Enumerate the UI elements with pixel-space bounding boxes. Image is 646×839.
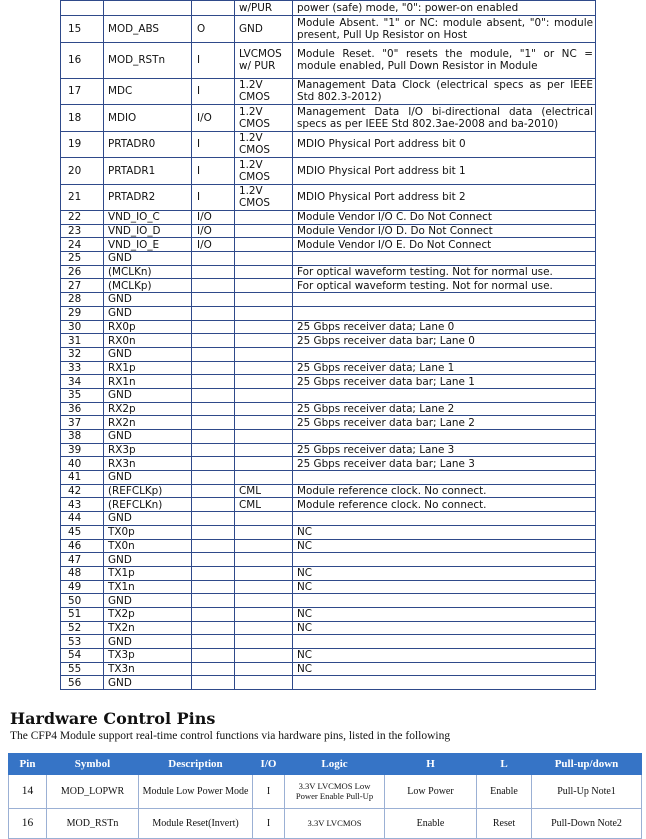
pin-cell-logic — [235, 580, 293, 594]
pin-cell-io — [192, 525, 235, 539]
pin-cell-number: 30 — [61, 320, 104, 334]
pin-cell-symbol — [104, 1, 192, 16]
pin-cell-symbol: RX1p — [104, 361, 192, 375]
pin-cell-description — [293, 388, 596, 402]
pin-cell-number: 52 — [61, 621, 104, 635]
pin-cell-symbol: RX1n — [104, 375, 192, 389]
pin-cell-io: I — [192, 158, 235, 185]
hw-cell-high: Low Power — [385, 775, 477, 809]
pin-cell-description: NC — [293, 662, 596, 676]
pin-cell-logic — [235, 649, 293, 663]
pin-cell-symbol: VND_IO_C — [104, 211, 192, 225]
pin-cell-number: 53 — [61, 635, 104, 649]
pin-cell-io — [192, 265, 235, 279]
hw-cell-description: Module Low Power Mode — [139, 775, 253, 809]
pin-table-row — [61, 347, 596, 361]
pin-cell-symbol: RX2n — [104, 416, 192, 430]
pin-cell-number: 20 — [61, 158, 104, 185]
pin-cell-number: 16 — [61, 42, 104, 78]
pin-table-row — [61, 607, 596, 621]
pin-cell-description — [293, 306, 596, 320]
pin-cell-symbol: TX0p — [104, 525, 192, 539]
pin-cell-description: Module Absent. "1" or NC: module absent, "0": module present, Pull Up Resistor on Host — [293, 16, 596, 43]
pin-cell-logic — [235, 621, 293, 635]
pin-table-row — [61, 498, 596, 512]
pin-cell-description — [293, 676, 596, 690]
pin-cell-io — [192, 306, 235, 320]
pin-cell-description: NC — [293, 525, 596, 539]
pin-table-row — [61, 265, 596, 279]
hw-cell-high: Enable — [385, 809, 477, 839]
pin-table-row — [61, 131, 596, 158]
pin-cell-number: 49 — [61, 580, 104, 594]
pin-cell-description: Module reference clock. No connect. — [293, 498, 596, 512]
pin-cell-symbol: RX2p — [104, 402, 192, 416]
pin-table-row — [61, 78, 596, 105]
pin-table-row — [61, 539, 596, 553]
pin-cell-number: 27 — [61, 279, 104, 293]
pin-cell-number: 23 — [61, 224, 104, 238]
pin-cell-description: Module Vendor I/O D. Do Not Connect — [293, 224, 596, 238]
pin-cell-description — [293, 430, 596, 444]
pin-table-row — [61, 252, 596, 266]
pin-cell-number: 29 — [61, 306, 104, 320]
pin-cell-number: 38 — [61, 430, 104, 444]
pin-cell-number — [61, 1, 104, 16]
pin-cell-logic — [235, 566, 293, 580]
pin-cell-logic — [235, 320, 293, 334]
pin-cell-logic — [235, 252, 293, 266]
pin-cell-description: 25 Gbps receiver data bar; Lane 1 — [293, 375, 596, 389]
pin-cell-number: 25 — [61, 252, 104, 266]
pin-table-row — [61, 105, 596, 132]
pin-cell-symbol: VND_IO_E — [104, 238, 192, 252]
pin-cell-symbol: RX3n — [104, 457, 192, 471]
hw-header-pin: Pin — [9, 754, 47, 775]
pin-cell-symbol: RX0p — [104, 320, 192, 334]
pin-cell-logic: 1.2V CMOS — [235, 184, 293, 211]
hw-cell-pin: 16 — [9, 809, 47, 839]
pin-cell-number: 45 — [61, 525, 104, 539]
pin-table-row — [61, 662, 596, 676]
pin-cell-symbol: TX1p — [104, 566, 192, 580]
pin-cell-description: NC — [293, 539, 596, 553]
pin-table-row — [61, 621, 596, 635]
pin-cell-io — [192, 553, 235, 567]
pin-table-row — [61, 1, 596, 16]
pin-cell-logic — [235, 525, 293, 539]
pin-cell-symbol: (MCLKp) — [104, 279, 192, 293]
pin-table-row — [61, 320, 596, 334]
pin-cell-number: 48 — [61, 566, 104, 580]
pin-table-row — [61, 525, 596, 539]
pin-cell-io: I — [192, 184, 235, 211]
hw-cell-low: Enable — [477, 775, 532, 809]
pin-cell-logic — [235, 430, 293, 444]
pin-cell-symbol: MDIO — [104, 105, 192, 132]
pin-table-row — [61, 430, 596, 444]
pin-table-row — [61, 306, 596, 320]
pin-table-row — [61, 334, 596, 348]
pin-cell-number: 44 — [61, 512, 104, 526]
pin-table-row — [61, 16, 596, 43]
pin-cell-description — [293, 553, 596, 567]
pin-cell-logic — [235, 443, 293, 457]
pin-cell-symbol: TX3n — [104, 662, 192, 676]
pin-table-row — [61, 224, 596, 238]
pin-cell-symbol: GND — [104, 388, 192, 402]
pin-cell-io — [192, 347, 235, 361]
pin-cell-logic — [235, 539, 293, 553]
hw-header-logic: Logic — [285, 754, 385, 775]
pin-cell-symbol: VND_IO_D — [104, 224, 192, 238]
pin-table-row — [61, 42, 596, 78]
hw-header-row — [9, 754, 642, 775]
pin-cell-io: I — [192, 42, 235, 78]
pin-cell-number: 42 — [61, 484, 104, 498]
hw-cell-logic: 3.3V LVCMOS — [285, 809, 385, 839]
pin-cell-number: 51 — [61, 607, 104, 621]
pin-cell-symbol: TX2n — [104, 621, 192, 635]
pin-cell-number: 22 — [61, 211, 104, 225]
pin-cell-description — [293, 252, 596, 266]
pin-cell-number: 46 — [61, 539, 104, 553]
pin-cell-number: 47 — [61, 553, 104, 567]
hw-cell-io: I — [253, 809, 285, 839]
pin-table-row — [61, 649, 596, 663]
pin-cell-number: 39 — [61, 443, 104, 457]
pin-cell-number: 36 — [61, 402, 104, 416]
pin-cell-io — [192, 443, 235, 457]
pin-table-row — [61, 279, 596, 293]
pin-cell-io — [192, 621, 235, 635]
hw-cell-symbol: MOD_LOPWR — [47, 775, 139, 809]
pin-cell-description: 25 Gbps receiver data bar; Lane 3 — [293, 457, 596, 471]
pin-cell-description: Module Reset. "0" resets the module, "1" or NC = module enabled, Pull Down Resistor in Module — [293, 42, 596, 78]
pin-cell-logic: LVCMOS w/ PUR — [235, 42, 293, 78]
pin-cell-io: I — [192, 78, 235, 105]
pin-cell-number: 40 — [61, 457, 104, 471]
pin-cell-io — [192, 607, 235, 621]
pin-cell-description: Management Data I/O bi-directional data (electrical specs as per IEEE Std 802.3ae-2008 and ba-2010) — [293, 105, 596, 132]
pin-cell-symbol: GND — [104, 306, 192, 320]
pin-table-row — [61, 635, 596, 649]
pin-table-row — [61, 211, 596, 225]
pin-cell-io — [192, 252, 235, 266]
hw-header-symbol: Symbol — [47, 754, 139, 775]
pin-cell-io — [192, 457, 235, 471]
pin-table-row — [61, 402, 596, 416]
pin-cell-symbol: GND — [104, 293, 192, 307]
pin-cell-io — [192, 484, 235, 498]
pin-cell-description: NC — [293, 580, 596, 594]
pin-cell-symbol: GND — [104, 512, 192, 526]
pin-cell-symbol: GND — [104, 347, 192, 361]
pin-table-row — [61, 594, 596, 608]
pin-cell-number: 55 — [61, 662, 104, 676]
pin-cell-logic — [235, 676, 293, 690]
pin-cell-logic: CML — [235, 498, 293, 512]
pin-cell-symbol: PRTADR0 — [104, 131, 192, 158]
pin-cell-logic — [235, 265, 293, 279]
pin-table-row — [61, 457, 596, 471]
pin-cell-description: NC — [293, 649, 596, 663]
pin-cell-symbol: TX0n — [104, 539, 192, 553]
pin-cell-logic — [235, 512, 293, 526]
pin-cell-io — [192, 539, 235, 553]
pin-cell-io — [192, 676, 235, 690]
hw-cell-pin: 14 — [9, 775, 47, 809]
pin-cell-logic — [235, 388, 293, 402]
pin-cell-description — [293, 635, 596, 649]
pin-cell-symbol: (REFCLKn) — [104, 498, 192, 512]
pin-cell-number: 33 — [61, 361, 104, 375]
pin-cell-symbol: TX2p — [104, 607, 192, 621]
pin-cell-io — [192, 580, 235, 594]
pin-cell-number: 50 — [61, 594, 104, 608]
pin-cell-symbol: RX0n — [104, 334, 192, 348]
pin-cell-logic — [235, 457, 293, 471]
pin-cell-logic — [235, 361, 293, 375]
pin-cell-description — [293, 512, 596, 526]
pin-cell-description: 25 Gbps receiver data; Lane 1 — [293, 361, 596, 375]
pin-cell-logic — [235, 211, 293, 225]
pin-cell-description: Management Data Clock (electrical specs as per IEEE Std 802.3-2012) — [293, 78, 596, 105]
hw-header-io: I/O — [253, 754, 285, 775]
pin-cell-io — [192, 375, 235, 389]
pin-cell-io: O — [192, 16, 235, 43]
hw-cell-low: Reset — [477, 809, 532, 839]
pin-cell-logic — [235, 607, 293, 621]
pin-cell-description: MDIO Physical Port address bit 0 — [293, 131, 596, 158]
pin-cell-logic — [235, 347, 293, 361]
pin-cell-description: power (safe) mode, "0": power-on enabled — [293, 1, 596, 16]
section-intro: The CFP4 Module support real-time control functions via hardware pins, listed in the following — [10, 730, 451, 742]
pin-table-row — [61, 676, 596, 690]
pin-cell-logic — [235, 293, 293, 307]
pin-cell-logic — [235, 238, 293, 252]
pin-cell-io — [192, 635, 235, 649]
pin-cell-io — [192, 498, 235, 512]
pin-cell-io — [192, 334, 235, 348]
pin-cell-symbol: PRTADR1 — [104, 158, 192, 185]
pin-table-row — [61, 416, 596, 430]
pin-cell-io — [192, 1, 235, 16]
pin-cell-symbol: RX3p — [104, 443, 192, 457]
pin-cell-io — [192, 430, 235, 444]
pin-cell-description — [293, 293, 596, 307]
pin-cell-logic — [235, 635, 293, 649]
pin-cell-number: 18 — [61, 105, 104, 132]
pin-table-row — [61, 238, 596, 252]
pin-cell-description: 25 Gbps receiver data bar; Lane 0 — [293, 334, 596, 348]
pin-cell-logic: 1.2V CMOS — [235, 131, 293, 158]
hw-cell-logic: 3.3V LVCMOS Low Power Enable Pull-Up — [285, 775, 385, 809]
pin-cell-number: 19 — [61, 131, 104, 158]
pin-table-row — [61, 512, 596, 526]
pin-cell-io — [192, 320, 235, 334]
pin-cell-number: 41 — [61, 471, 104, 485]
pin-cell-number: 37 — [61, 416, 104, 430]
pin-cell-symbol: GND — [104, 252, 192, 266]
pin-cell-description: MDIO Physical Port address bit 1 — [293, 158, 596, 185]
pin-cell-symbol: (MCLKn) — [104, 265, 192, 279]
pin-cell-number: 31 — [61, 334, 104, 348]
pin-cell-number: 34 — [61, 375, 104, 389]
hw-header-description: Description — [139, 754, 253, 775]
hw-cell-description: Module Reset(Invert) — [139, 809, 253, 839]
pin-cell-io — [192, 594, 235, 608]
pin-definition-table — [60, 0, 596, 690]
pin-cell-description: MDIO Physical Port address bit 2 — [293, 184, 596, 211]
pin-cell-symbol: GND — [104, 471, 192, 485]
pin-table-row — [61, 293, 596, 307]
pin-cell-description: 25 Gbps receiver data; Lane 3 — [293, 443, 596, 457]
pin-cell-description: Module Vendor I/O E. Do Not Connect — [293, 238, 596, 252]
pin-cell-number: 43 — [61, 498, 104, 512]
pin-cell-number: 17 — [61, 78, 104, 105]
pin-cell-io: I/O — [192, 105, 235, 132]
pin-table-row — [61, 566, 596, 580]
pin-cell-description — [293, 594, 596, 608]
pin-cell-number: 26 — [61, 265, 104, 279]
section-title: Hardware Control Pins — [10, 709, 216, 728]
pin-cell-symbol: (REFCLKp) — [104, 484, 192, 498]
pin-table-body — [61, 1, 596, 690]
pin-cell-io — [192, 361, 235, 375]
pin-cell-symbol: MDC — [104, 78, 192, 105]
pin-cell-number: 15 — [61, 16, 104, 43]
hw-header-low: L — [477, 754, 532, 775]
hw-table-row — [9, 775, 642, 809]
pin-cell-description: 25 Gbps receiver data; Lane 2 — [293, 402, 596, 416]
pin-table-row — [61, 388, 596, 402]
pin-cell-symbol: GND — [104, 635, 192, 649]
hw-cell-pull: Pull-Up Note1 — [532, 775, 642, 809]
pin-cell-description: For optical waveform testing. Not for normal use. — [293, 265, 596, 279]
pin-table-row — [61, 184, 596, 211]
pin-cell-logic — [235, 306, 293, 320]
pin-cell-symbol: MOD_ABS — [104, 16, 192, 43]
pin-table-row — [61, 580, 596, 594]
pin-cell-logic — [235, 375, 293, 389]
pin-cell-io — [192, 388, 235, 402]
pin-cell-logic — [235, 594, 293, 608]
hw-header-pull: Pull-up/down — [532, 754, 642, 775]
pin-cell-logic — [235, 334, 293, 348]
pin-cell-io: I/O — [192, 211, 235, 225]
pin-cell-symbol: GND — [104, 553, 192, 567]
pin-cell-symbol: GND — [104, 430, 192, 444]
pin-cell-symbol: GND — [104, 594, 192, 608]
pin-cell-logic: w/PUR — [235, 1, 293, 16]
pin-cell-io — [192, 279, 235, 293]
pin-cell-number: 28 — [61, 293, 104, 307]
pin-cell-description: NC — [293, 621, 596, 635]
pin-cell-number: 56 — [61, 676, 104, 690]
pin-cell-io — [192, 512, 235, 526]
pin-table-row — [61, 471, 596, 485]
pin-cell-io: I/O — [192, 224, 235, 238]
pin-cell-io — [192, 649, 235, 663]
pin-table-row — [61, 553, 596, 567]
pin-cell-description: NC — [293, 607, 596, 621]
pin-cell-io — [192, 662, 235, 676]
pin-cell-description: NC — [293, 566, 596, 580]
pin-cell-logic — [235, 402, 293, 416]
pin-cell-logic — [235, 471, 293, 485]
hw-table-row — [9, 809, 642, 839]
pin-table-row — [61, 484, 596, 498]
pin-cell-logic: 1.2V CMOS — [235, 78, 293, 105]
pin-cell-number: 35 — [61, 388, 104, 402]
pin-table-row — [61, 443, 596, 457]
pin-cell-symbol: MOD_RSTn — [104, 42, 192, 78]
pin-cell-logic — [235, 279, 293, 293]
pin-cell-symbol: PRTADR2 — [104, 184, 192, 211]
hw-cell-symbol: MOD_RSTn — [47, 809, 139, 839]
pin-table-row — [61, 158, 596, 185]
pin-cell-logic: 1.2V CMOS — [235, 105, 293, 132]
pin-cell-io — [192, 471, 235, 485]
pin-cell-description: For optical waveform testing. Not for normal use. — [293, 279, 596, 293]
pin-cell-number: 24 — [61, 238, 104, 252]
pin-cell-io: I/O — [192, 238, 235, 252]
pin-cell-logic — [235, 416, 293, 430]
pin-cell-logic — [235, 553, 293, 567]
pin-cell-logic — [235, 224, 293, 238]
pin-cell-description: Module reference clock. No connect. — [293, 484, 596, 498]
pin-cell-logic: CML — [235, 484, 293, 498]
pin-cell-io — [192, 566, 235, 580]
hardware-control-table — [8, 753, 642, 839]
pin-cell-symbol: TX1n — [104, 580, 192, 594]
pin-cell-io — [192, 402, 235, 416]
pin-cell-description: 25 Gbps receiver data; Lane 0 — [293, 320, 596, 334]
pin-cell-description: 25 Gbps receiver data bar; Lane 2 — [293, 416, 596, 430]
pin-cell-description — [293, 471, 596, 485]
hw-cell-pull: Pull-Down Note2 — [532, 809, 642, 839]
pin-cell-logic: GND — [235, 16, 293, 43]
pin-cell-number: 21 — [61, 184, 104, 211]
pin-cell-symbol: GND — [104, 676, 192, 690]
pin-cell-number: 54 — [61, 649, 104, 663]
hw-cell-io: I — [253, 775, 285, 809]
pin-cell-io: I — [192, 131, 235, 158]
pin-cell-description: Module Vendor I/O C. Do Not Connect — [293, 211, 596, 225]
pin-table-row — [61, 375, 596, 389]
pin-cell-io — [192, 293, 235, 307]
hw-header-high: H — [385, 754, 477, 775]
pin-cell-description — [293, 347, 596, 361]
pin-cell-number: 32 — [61, 347, 104, 361]
pin-cell-logic: 1.2V CMOS — [235, 158, 293, 185]
pin-cell-symbol: TX3p — [104, 649, 192, 663]
pin-table-row — [61, 361, 596, 375]
pin-cell-io — [192, 416, 235, 430]
pin-cell-logic — [235, 662, 293, 676]
